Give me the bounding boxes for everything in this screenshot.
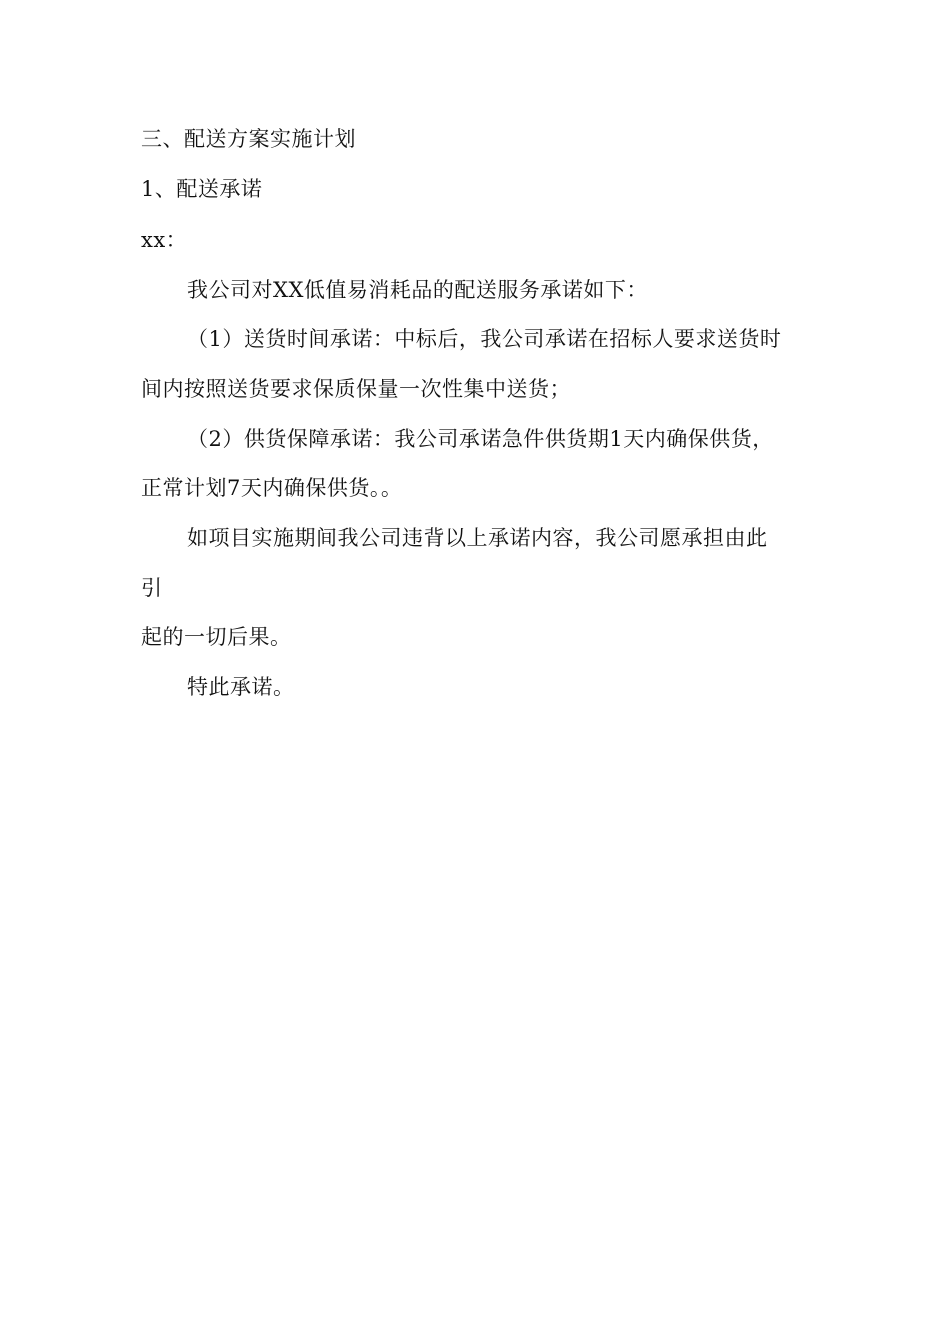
item2-line2: 正常计划7天内确保供货。。 — [141, 476, 403, 500]
section-heading: 三、配送方案实施计划 — [141, 127, 356, 151]
breach-line2: 引 — [141, 576, 163, 600]
salutation: xx： — [141, 228, 188, 252]
item1-line1: （1）送货时间承诺：中标后，我公司承诺在招标人要求送货时 — [187, 327, 782, 351]
item2-line1: （2）供货保障承诺：我公司承诺急件供货期1天内确保供货， — [187, 427, 774, 451]
breach-line1: 如项目实施期间我公司违背以上承诺内容，我公司愿承担由此 — [187, 526, 768, 550]
item1-line2: 间内按照送货要求保质保量一次性集中送货； — [141, 377, 571, 401]
breach-line3: 起的一切后果。 — [141, 625, 292, 649]
closing: 特此承诺。 — [187, 675, 295, 699]
intro-paragraph: 我公司对XX低值易消耗品的配送服务承诺如下： — [187, 278, 648, 302]
subsection-heading: 1、配送承诺 — [141, 177, 263, 201]
